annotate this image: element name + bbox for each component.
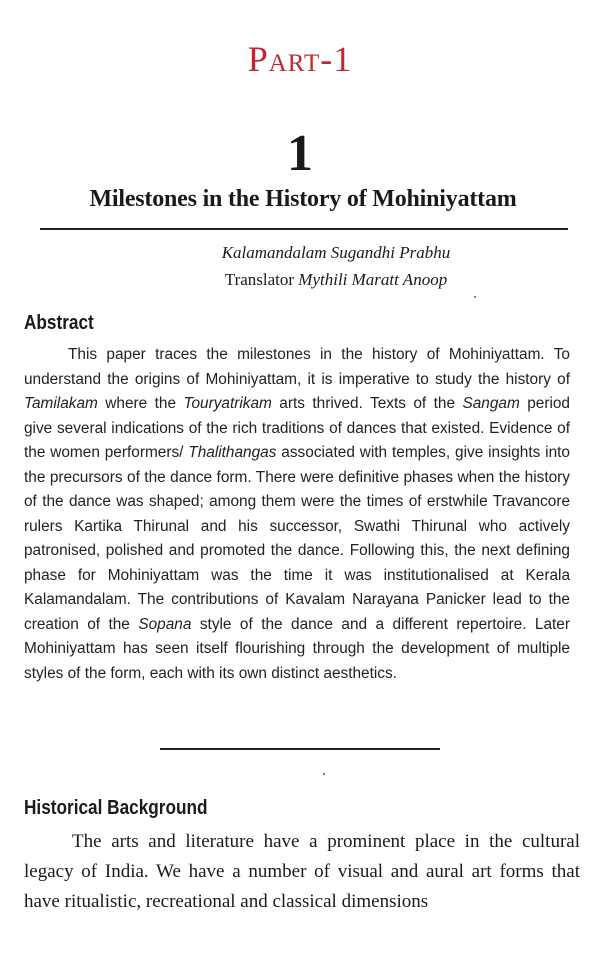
abstract-italic-term: Touryatrikam xyxy=(183,395,272,412)
historical-background-heading: Historical Background xyxy=(24,797,208,819)
translator-name: Mythili Maratt Anoop xyxy=(298,270,448,289)
part-label: Part-1 xyxy=(247,39,353,79)
author-name: Kalamandalam Sugandhi Prabhu xyxy=(221,243,451,262)
abstract-italic-term: Thalithangas xyxy=(188,444,277,461)
translator-line xyxy=(0,270,600,290)
abstract-italic-term: Sopana xyxy=(138,615,192,633)
abstract-text-segment: associated with temples, give insights into the precursors of the dance form. There were definitive phases when the history of the dance was shaped; among them were the times of erstwhile Travancore rulers Kartika Thirunal and his successor, Swathi Thirunal who actively patronised, polished and promoted the dance. Following this, the next defining phase for Mohiniyattam was the time it was institutionalised at Kerala Kalamandalam. The contributions of Kavalam Narayana Panicker lead to the creation of the xyxy=(24,444,570,633)
abstract-text-segment: where the xyxy=(97,395,184,412)
abstract-italic-term: Sangam xyxy=(462,395,520,412)
abstract-text-segment: This paper traces the milestones in the history of Mohiniyattam. To understand the origins of Mohiniyattam, it is imperative to study the history of xyxy=(24,346,570,388)
abstract-paragraph xyxy=(24,343,570,686)
abstract-text-segment: arts thrived. Texts of the xyxy=(271,395,463,412)
abstract-text-segment: style of the dance and a different repertoire. Later Mohiniyattam has seen itself flourishing through the development of multiple styles of the form, each with its own distinct aesthetics. xyxy=(24,615,570,682)
chapter-number: 1 xyxy=(287,125,313,182)
translator-prefix: Translator xyxy=(224,270,295,289)
abstract-italic-term: Tamilakam xyxy=(24,395,98,412)
speck xyxy=(474,296,476,298)
abstract-text-segment: period give several indications of the rich traditions of dances that existed. Evidence of the women performers/ xyxy=(24,395,570,461)
abstract-heading: Abstract xyxy=(24,312,94,334)
historical-background-paragraph: The arts and literature have a prominent place in the cultural legacy of India. We have a number of visual and aural art forms that have ritualistic, recreational and classical dimensions xyxy=(24,831,580,912)
abstract-divider xyxy=(160,748,440,750)
title-divider xyxy=(40,228,568,230)
speck xyxy=(323,773,325,775)
chapter-title: Milestones in the History of Mohiniyattam xyxy=(89,186,517,212)
